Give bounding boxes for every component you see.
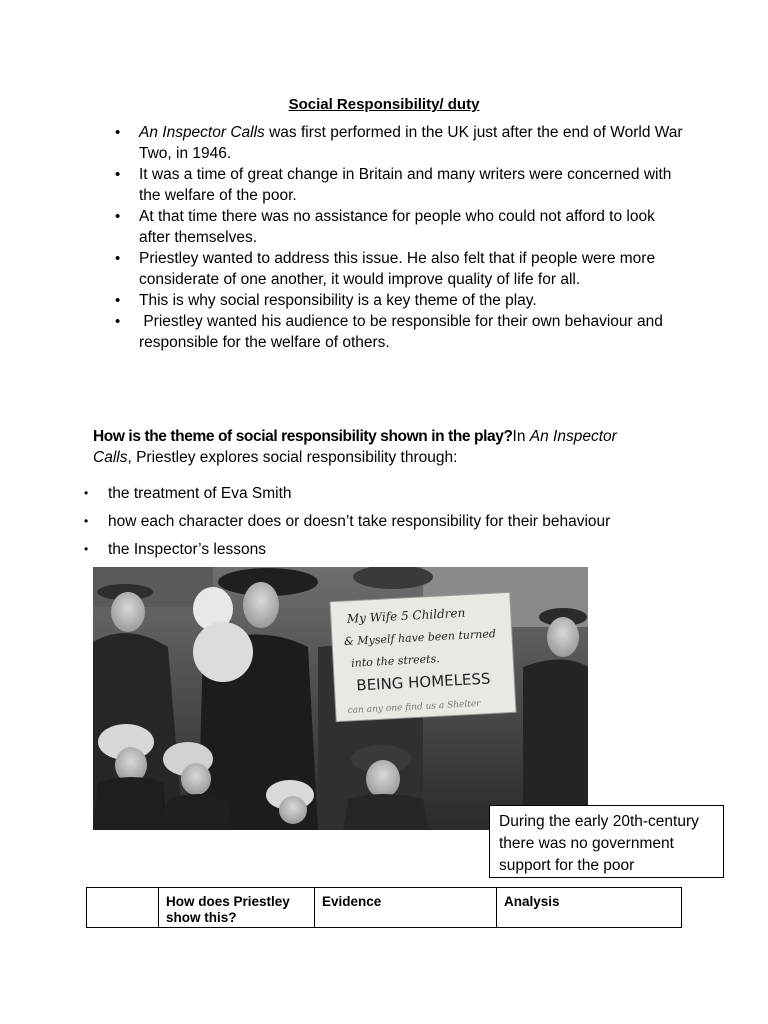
intro-bullet bbox=[115, 311, 685, 353]
intro-bullet bbox=[115, 122, 685, 164]
intro-bullet bbox=[115, 164, 685, 206]
question-lead: In bbox=[512, 428, 530, 445]
sign-line: & Myself have been turned bbox=[343, 627, 497, 649]
intro-bullet-list bbox=[115, 122, 685, 353]
photo-caption-box: During the early 20th-century there was no government support for the poor bbox=[489, 805, 724, 878]
play-title: An Inspector Calls bbox=[93, 428, 617, 466]
intro-bullet bbox=[115, 290, 685, 311]
theme-bullet: • the Inspector’s lessons bbox=[84, 539, 684, 567]
table-header-cell: Evidence bbox=[315, 888, 497, 928]
intro-bullet bbox=[115, 206, 685, 248]
sign-line: BEING HOMELESS bbox=[355, 669, 491, 695]
photo-illustration bbox=[93, 567, 588, 830]
question-heading: How is the theme of social responsibility shown in the play? bbox=[93, 428, 513, 445]
question-rest: , Priestley explores social responsibility through: bbox=[127, 449, 458, 466]
table-header-cell: Analysis bbox=[497, 888, 682, 928]
intro-bullet-text: Priestley wanted to address this issue. He also felt that if people were more considerate of one another, it would improve quality of life for all. bbox=[139, 250, 656, 288]
theme-bullet-list bbox=[84, 483, 684, 567]
intro-bullet-text: Priestley wanted his audience to be responsible for their own behaviour and responsible for the welfare of others. bbox=[139, 313, 668, 351]
intro-bullet-text: was first performed in the UK just after the end of World War Two, in 1946. bbox=[139, 124, 683, 162]
sign-line: My Wife 5 Children bbox=[346, 605, 466, 626]
table-header-cell bbox=[87, 888, 159, 928]
theme-bullet: • how each character does or doesn’t take responsibility for their behaviour bbox=[84, 511, 684, 539]
intro-bullet-text: This is why social responsibility is a key theme of the play. bbox=[139, 292, 537, 309]
theme-bullet: • the treatment of Eva Smith bbox=[84, 483, 684, 511]
intro-bullet bbox=[115, 248, 685, 290]
theme-question bbox=[93, 426, 653, 468]
page-title: Social Responsibility/ duty bbox=[288, 96, 480, 113]
sign-line: can any one find us a Shelter bbox=[347, 699, 481, 717]
intro-bullet-text: At that time there was no assistance for people who could not afford to look after themselves. bbox=[139, 208, 655, 246]
intro-bullet-text: It was a time of great change in Britain and many writers were concerned with the welfare of the poor. bbox=[139, 166, 672, 204]
homeless-family-photo bbox=[93, 567, 588, 830]
play-title: An Inspector Calls bbox=[139, 124, 265, 141]
table-header-cell: How does Priestley show this? bbox=[159, 888, 315, 928]
table-header-row bbox=[87, 888, 682, 928]
sign-line: into the streets. bbox=[350, 652, 441, 670]
analysis-table bbox=[86, 887, 682, 928]
